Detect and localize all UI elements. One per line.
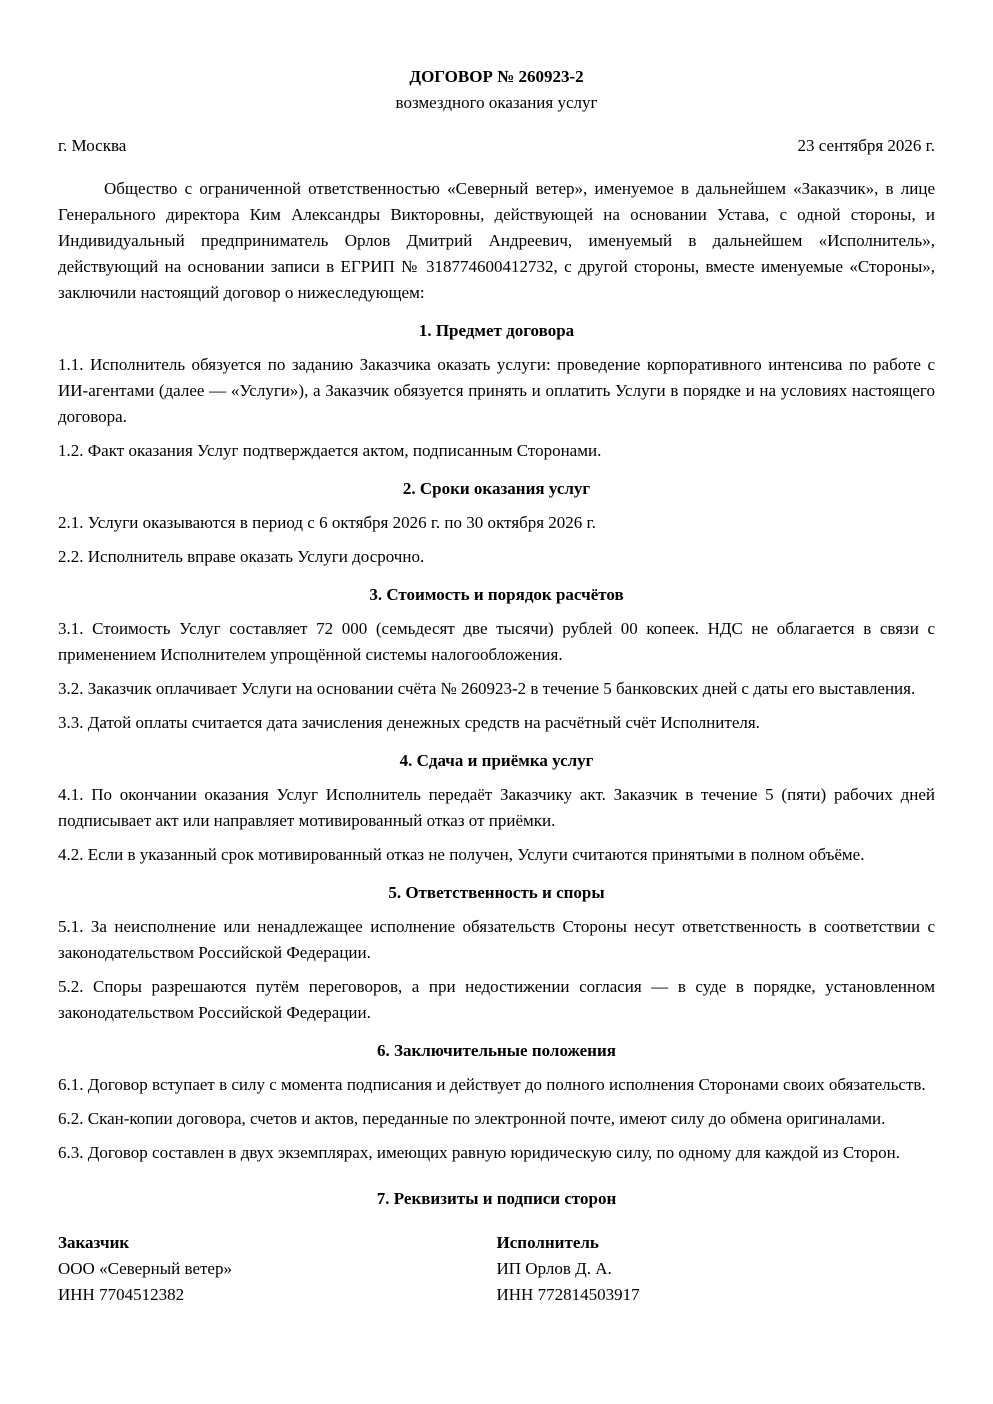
preamble-paragraph: Общество с ограниченной ответственностью «Северный ветер», именуемое в дальнейшем «Заказчик», в лице Генерального директора Ким Александры Викторовны, действующей на основании Устава, с одной стороны, и Индивидуальный предприниматель Орлов Дмитрий Андреевич, именуемый в дальнейшем «Исполнитель», действующий на основании записи в ЕГРИП № 318774600412732, с другой стороны, вместе именуемые «Стороны», заключили настоящий договор о нижеследующем:: [58, 179, 935, 302]
section-heading: 6. Заключительные положения: [377, 1041, 616, 1060]
clause-paragraph: 3.3. Датой оплаты считается дата зачисления денежных средств на расчётный счёт Исполнителя.: [58, 713, 760, 732]
customer-label: Заказчик: [58, 1233, 130, 1252]
section-heading: 5. Ответственность и споры: [388, 883, 605, 902]
contract-date: 23 сентября 2026 г.: [797, 136, 935, 155]
clause-paragraph: 2.1. Услуги оказываются в период с 6 октября 2026 г. по 30 октября 2026 г.: [58, 513, 596, 532]
clause-paragraph: 4.1. По окончании оказания Услуг Исполнитель передаёт Заказчику акт. Заказчик в течение 5 (пяти) рабочих дней подписывает акт или направляет мотивированный отказ от приёмки.: [58, 785, 935, 830]
clause-paragraph: 3.1. Стоимость Услуг составляет 72 000 (семьдесят две тысячи) рублей 00 копеек. НДС не облагается в связи с применением Исполнителем упрощённой системы налогообложения.: [58, 619, 935, 664]
document-subtitle: возмездного оказания услуг: [395, 93, 598, 112]
contractor-name: ИП Орлов Д. А.: [496, 1259, 612, 1278]
document-title: ДОГОВОР № 260923-2: [409, 67, 584, 86]
contractor-requisites: [497, 1230, 936, 1308]
customer-inn: ИНН 7704512382: [58, 1285, 185, 1304]
contractor-label: Исполнитель: [496, 1233, 599, 1252]
section-heading: 7. Реквизиты и подписи сторон: [376, 1189, 617, 1208]
party-requisites: [58, 1230, 935, 1308]
section-heading: 3. Стоимость и порядок расчётов: [369, 585, 624, 604]
section-heading: 2. Сроки оказания услуг: [402, 479, 591, 498]
clause-paragraph: 6.1. Договор вступает в силу с момента подписания и действует до полного исполнения Сторонами своих обязательств.: [58, 1075, 926, 1094]
contractor-inn: ИНН 772814503917: [496, 1285, 640, 1304]
clause-paragraph: 5.2. Споры разрешаются путём переговоров, а при недостижении согласия — в суде в порядке, установленном законодательством Российской Федерации.: [58, 977, 935, 1022]
clause-paragraph: 6.2. Скан-копии договора, счетов и актов, переданные по электронной почте, имеют силу до обмена оригиналами.: [58, 1109, 886, 1128]
clause-paragraph: 1.1. Исполнитель обязуется по заданию Заказчика оказать услуги: проведение корпоративного интенсива по работе с ИИ-агентами (далее — «Услуги»), а Заказчик обязуется принять и оплатить Услуги в порядке и на условиях настоящего договора.: [58, 355, 935, 426]
clause-paragraph: 4.2. Если в указанный срок мотивированный отказ не получен, Услуги считаются принятыми в полном объёме.: [58, 845, 865, 864]
clause-paragraph: 3.2. Заказчик оплачивает Услуги на основании счёта № 260923-2 в течение 5 банковских дней с даты его выставления.: [58, 679, 916, 698]
customer-name: ООО «Северный ветер»: [58, 1259, 232, 1278]
section-heading: 4. Сдача и приёмка услуг: [399, 751, 594, 770]
clause-paragraph: 2.2. Исполнитель вправе оказать Услуги досрочно.: [58, 547, 425, 566]
section-heading: 1. Предмет договора: [418, 321, 575, 340]
clause-paragraph: 1.2. Факт оказания Услуг подтверждается актом, подписанным Сторонами.: [58, 441, 602, 460]
customer-requisites: [58, 1230, 497, 1308]
contract-body: [58, 176, 935, 1308]
place-and-date-line: [58, 135, 935, 157]
contract-city: г. Москва: [58, 136, 127, 155]
clause-paragraph: 5.1. За неисполнение или ненадлежащее исполнение обязательств Стороны несут ответственность в соответствии с законодательством Российской Федерации.: [58, 917, 935, 962]
clause-paragraph: 6.3. Договор составлен в двух экземплярах, имеющих равную юридическую силу, по одному для каждой из Сторон.: [58, 1143, 901, 1162]
